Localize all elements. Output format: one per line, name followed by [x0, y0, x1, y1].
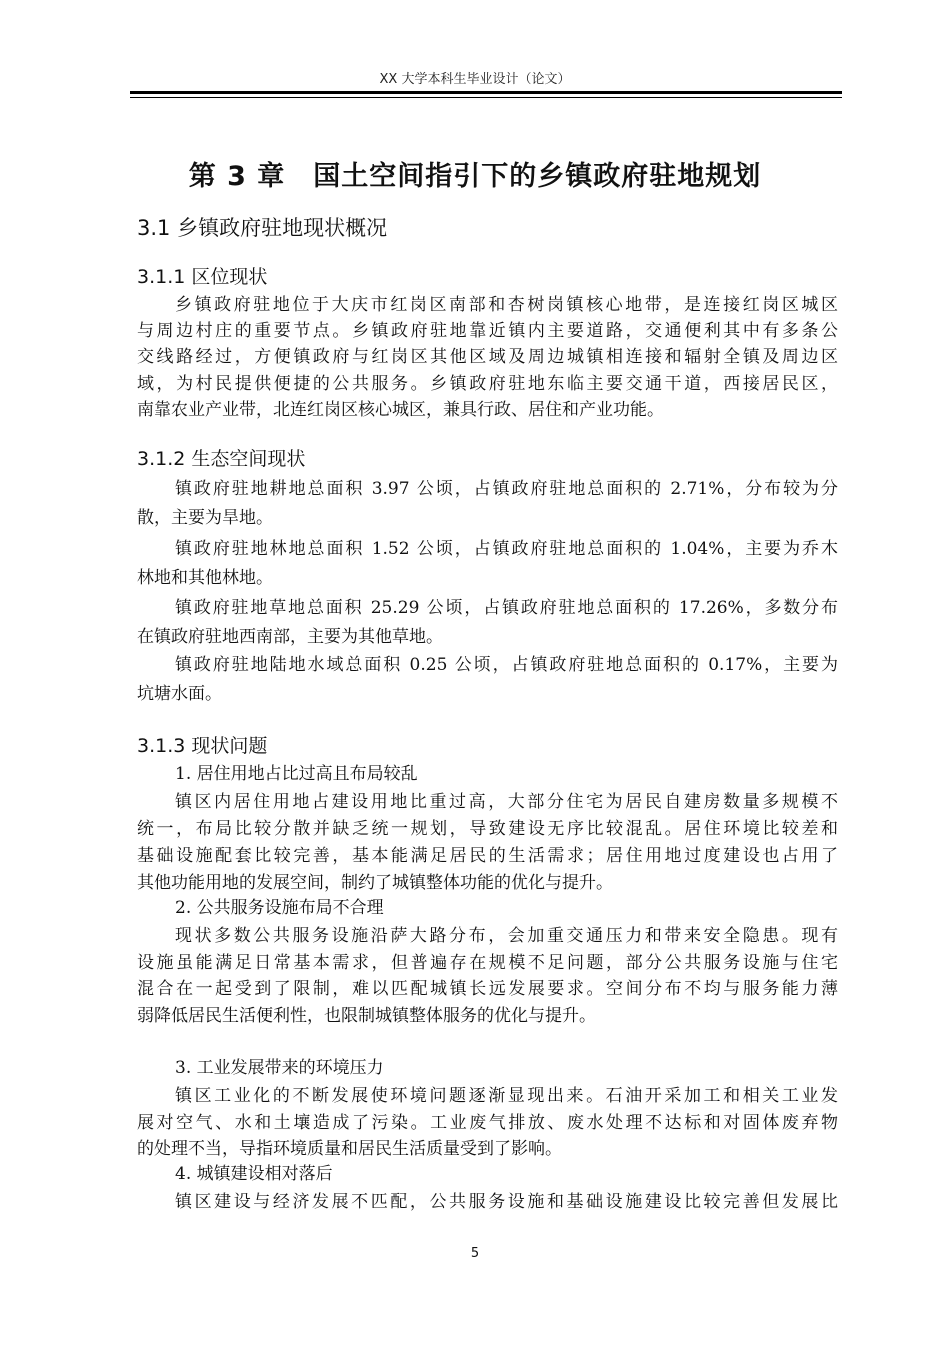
- paragraph-line: 3. 工业发展带来的环境压力: [175, 1058, 384, 1078]
- paragraph-line: 散，主要为旱地。: [137, 508, 273, 528]
- subsection-heading: 3.1.1 区位现状: [137, 266, 268, 288]
- subsection-heading: 3.1.3 现状问题: [137, 735, 268, 757]
- paragraph-line: 统一，布局比较分散并缺乏统一规划，导致建设无序比较混乱。居住环境比较差和: [137, 819, 838, 839]
- paragraph-line: 镇政府驻地耕地总面积 3.97 公顷，占镇政府驻地总面积的 2.71%，分布较为分: [175, 479, 838, 499]
- paragraph-line: 镇政府驻地陆地水域总面积 0.25 公顷，占镇政府驻地总面积的 0.17%，主要为: [175, 655, 838, 675]
- paragraph-line: 域，为村民提供便捷的公共服务。乡镇政府驻地东临主要交通干道，西接居民区，: [137, 374, 838, 394]
- paragraph-line: 其他功能用地的发展空间，制约了城镇整体功能的优化与提升。: [137, 873, 613, 893]
- paragraph-line: 1. 居住用地占比过高且布局较乱: [175, 764, 418, 784]
- paragraph-line: 镇政府驻地林地总面积 1.52 公顷，占镇政府驻地总面积的 1.04%，主要为乔木: [175, 539, 838, 559]
- paragraph-line: 交线路经过，方便镇政府与红岗区其他区域及周边城镇相连接和辐射全镇及周边区: [137, 347, 838, 367]
- paragraph-line: 在镇政府驻地西南部，主要为其他草地。: [137, 627, 443, 647]
- header-rule-thick: [130, 91, 842, 94]
- section-heading: 3.1 乡镇政府驻地现状概况: [137, 216, 388, 240]
- chapter-title: 第 3 章 国土空间指引下的乡镇政府驻地规划: [188, 161, 762, 192]
- paragraph-line: 坑塘水面。: [137, 684, 222, 704]
- running-header: XX 大学本科生毕业设计（论文）: [379, 72, 571, 87]
- paragraph-line: 林地和其他林地。: [137, 568, 273, 588]
- subsection-heading: 3.1.2 生态空间现状: [137, 448, 306, 470]
- paragraph-line: 南靠农业产业带，北连红岗区核心城区，兼具行政、居住和产业功能。: [137, 400, 664, 420]
- paragraph-line: 镇区内居住用地占建设用地比重过高，大部分住宅为居民自建房数量多规模不: [175, 792, 838, 812]
- paragraph-line: 镇政府驻地草地总面积 25.29 公顷，占镇政府驻地总面积的 17.26%，多数分布: [175, 598, 838, 618]
- paragraph-line: 基础设施配套比较完善，基本能满足居民的生活需求；居住用地过度建设也占用了: [137, 846, 838, 866]
- page-number: 5: [470, 1246, 480, 1261]
- paragraph-line: 镇区建设与经济发展不匹配，公共服务设施和基础设施建设比较完善但发展比: [175, 1192, 838, 1212]
- paragraph-line: 设施虽能满足日常基本需求，但普遍存在规模不足问题，部分公共服务设施与住宅: [137, 953, 838, 973]
- paragraph-line: 乡镇政府驻地位于大庆市红岗区南部和杏树岗镇核心地带，是连接红岗区城区: [175, 295, 838, 315]
- paragraph-line: 2. 公共服务设施布局不合理: [175, 898, 384, 918]
- paragraph-line: 镇区工业化的不断发展使环境问题逐渐显现出来。石油开采加工和相关工业发: [175, 1086, 838, 1106]
- paragraph-line: 现状多数公共服务设施沿萨大路分布，会加重交通压力和带来安全隐患。现有: [175, 926, 838, 946]
- paragraph-line: 的处理不当，导指环境质量和居民生活质量受到了影响。: [137, 1139, 562, 1159]
- paragraph-line: 展对空气、水和土壤造成了污染。工业废气排放、废水处理不达标和对固体废弃物: [137, 1113, 838, 1133]
- header-rule-thin: [130, 97, 842, 98]
- paragraph-line: 混合在一起受到了限制，难以匹配城镇长远发展要求。空间分布不均与服务能力薄: [137, 979, 838, 999]
- paragraph-line: 与周边村庄的重要节点。乡镇政府驻地靠近镇内主要道路，交通便利其中有多条公: [137, 321, 838, 341]
- paragraph-line: 弱降低居民生活便利性，也限制城镇整体服务的优化与提升。: [137, 1006, 596, 1026]
- paragraph-line: 4. 城镇建设相对落后: [175, 1164, 333, 1184]
